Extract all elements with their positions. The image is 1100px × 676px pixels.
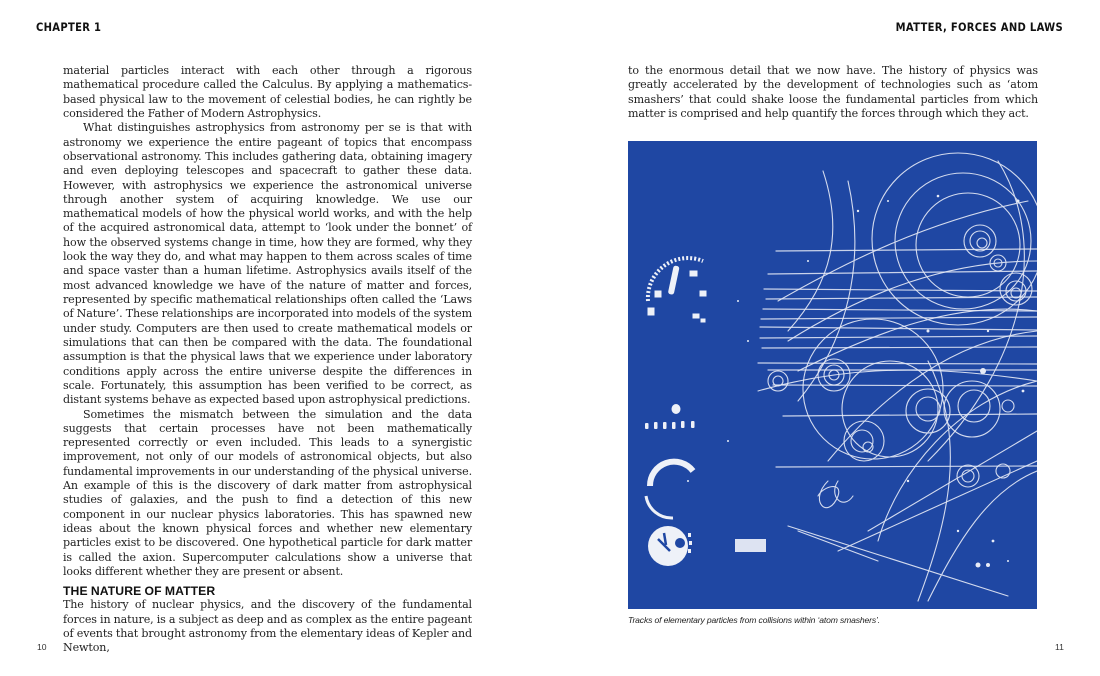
section-heading: THE NATURE OF MATTER (63, 584, 216, 599)
curved-tracks (758, 153, 1037, 601)
gauge-dial (648, 258, 706, 322)
body-paragraph: material particles interact with each other through a rigorous mathematical procedure called the Calculus. By applying a mathematics-based physical law to the movement of celestial bodies, he can rightly be considered the Father of Modern Astrophysics. (63, 64, 472, 120)
bubble-chamber-image (628, 141, 1037, 609)
frame-counter-digits (645, 404, 695, 429)
right-page-text-column (628, 64, 1038, 121)
beam-tracks (758, 249, 1037, 467)
frame-label (735, 539, 766, 552)
clock-dial (648, 526, 692, 566)
running-head-right: MATTER, FORCES AND LAWS (895, 22, 1063, 35)
body-paragraph: The history of nuclear physics, and the discovery of the fundamental forces in nature, is a subject as deep and as complex as the entire pageant of events that brought astronomy from the elementary ideas of Kepler and Newton, (63, 598, 472, 655)
ring-marker (646, 462, 693, 518)
page-number-left: 10 (37, 642, 47, 652)
body-paragraph: Sometimes the mismatch between the simulation and the data suggests that certain processes have not been mathematically represented correctly or even included. This leads to a synergistic improvement, not only of our models of astronomical objects, but also fundamental improvements in our understanding of the physical universe. An example of this is the discovery of dark matter from astrophysical studies of galaxies, and the push to find a detection of this new component in our nuclear physics laboratories. This has spawned new ideas about the known physical forces and whether new elementary particles exist to be discovered. One hypothetical particle for dark matter is called the axion. Supercomputer calculations show a universe that looks different whether they are present or absent. (63, 407, 472, 578)
figure-caption: Tracks of elementary particles from collisions within ‘atom smashers’. (628, 615, 881, 625)
body-paragraph: to the enormous detail that we now have. The history of physics was greatly accelerated by the development of technologies such as ‘atom smashers’ that could shake loose the fundamental particles from which matter is comprised and help quantify the forces through which they act. (628, 64, 1038, 120)
left-page-text-column (63, 64, 472, 656)
spiral-tracks (768, 319, 1037, 601)
body-paragraph: What distinguishes astrophysics from astronomy per se is that with astronomy we experience the entire pageant of topics that encompass observational astronomy. This includes gathering data, obtaining imagery and even deploying telescopes and spacecraft to gather these data. However, with astrophysics we experience the astronomical universe through another system of acquiring knowledge. We use our mathematical models of how the physical world works, and with the help of the acquired astronomical data, attempt to ‘look under the bonnet’ of how the observed systems change in time, how they are formed, why they look the way they do, and what may happen to them across scales of time and space vaster than a human lifetime. Astrophysics avails itself of the most advanced knowledge we have of the nature of matter and forces, represented by specific mathematical relationships often called the ‘Laws of Nature’. These relationships are incorporated into models of the system under study. Computers are then used to create mathematical models or simulations that can then be compared with the data. The foundational assumption is that the physical laws that we experience under laboratory conditions apply across the entire universe despite the differences in scale. Fortunately, this assumption has been verified to be correct, as distant systems behave as expected based upon astrophysical predictions. (63, 121, 472, 407)
page-number-right: 11 (1055, 642, 1064, 652)
particle-tracks-figure (628, 141, 1037, 609)
running-head-left: CHAPTER 1 (36, 22, 102, 35)
